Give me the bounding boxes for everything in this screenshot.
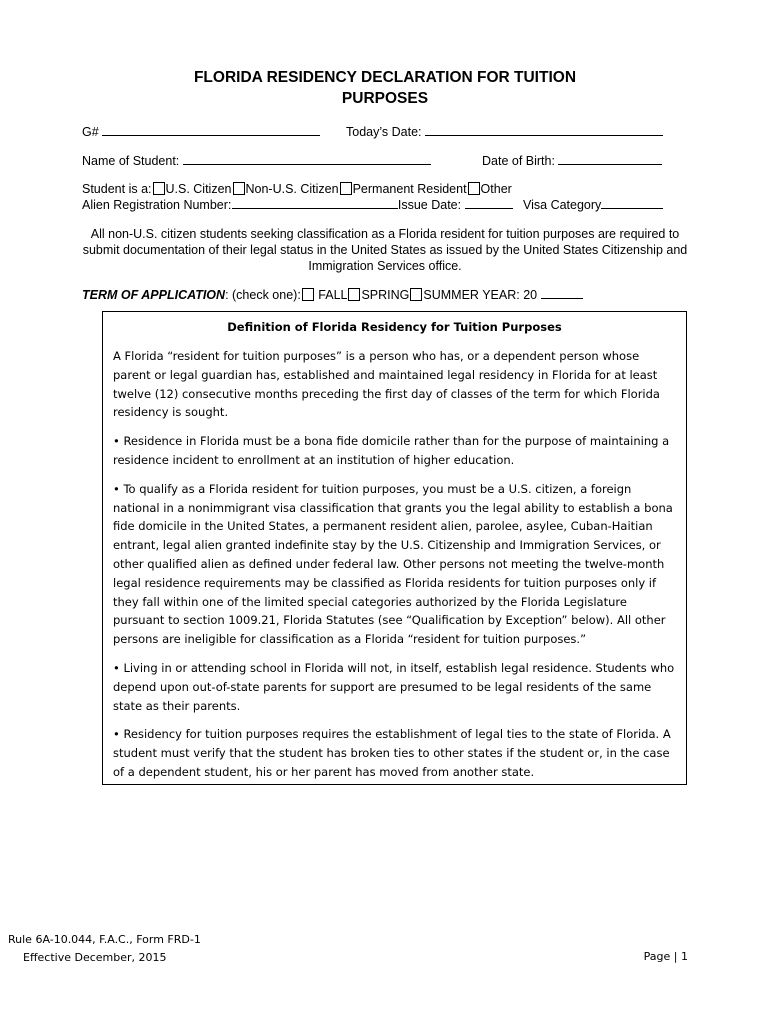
g-number-row: [82, 123, 320, 140]
other-status-label: Other: [480, 182, 512, 196]
other-status-checkbox[interactable]: [468, 182, 480, 195]
todays-date-row: [346, 123, 663, 140]
summer-year-label: SUMMER YEAR: 20: [423, 288, 538, 302]
definition-bullet: • Residency for tuition purposes requires the establishment of legal ties to the state of Florida. A student must verify that the student has broken ties to other states if the student or, in the case of a dependent student, his or her parent has moved from another state.: [113, 727, 671, 779]
definition-bullet: • Residence in Florida must be a bona fide domicile rather than for the purpose of maintaining a residence incident to enrollment at an institution of higher education.: [113, 434, 670, 467]
date-of-birth-row: [482, 152, 662, 169]
permanent-resident-checkbox[interactable]: [340, 182, 352, 195]
check-one-label: : (check one):: [225, 288, 301, 302]
permanent-resident-label: Permanent Resident: [352, 182, 467, 196]
footer-rule: [8, 931, 201, 967]
student-status-row: [82, 181, 512, 197]
alien-registration-label: Alien Registration Number:: [82, 198, 232, 212]
date-of-birth-field[interactable]: [558, 152, 662, 165]
student-name-label: Name of Student:: [82, 154, 180, 168]
definition-bullet: • Living in or attending school in Florida will not, in itself, establish legal residence. Students who depend upon out-of-state parents for support are presumed to be legal residents of the same state as their parents.: [113, 660, 675, 713]
definition-title: Definition of Florida Residency for Tuition Purposes: [227, 320, 562, 334]
visa-category-field[interactable]: [601, 196, 663, 209]
student-status-label: Student is a:: [82, 182, 152, 196]
fall-checkbox[interactable]: [302, 288, 314, 301]
legal-status-notice: All non-U.S. citizen students seeking classification as a Florida resident for tuition purposes are required to submit documentation of their legal status in the United States as issued by the United States Citizenship and Immigration Services office.: [82, 227, 688, 273]
issue-date-field[interactable]: [465, 196, 513, 209]
g-number-label: G#: [82, 125, 99, 139]
spring-checkbox[interactable]: [348, 288, 360, 301]
form-title-line-1: FLORIDA RESIDENCY DECLARATION FOR TUITION: [193, 69, 577, 86]
definition-paragraph: A Florida “resident for tuition purposes” is a person who has, or a dependent person whose parent or legal guardian has, established and maintained legal residency in Florida for at least twelve (12) consecutive months preceding the first day of classes of the term for which Florida residency is sought.: [113, 349, 660, 420]
fall-label: FALL: [318, 288, 348, 302]
alien-registration-row: [82, 196, 663, 213]
term-of-application-label: TERM OF APPLICATION: [82, 288, 226, 302]
page-number: Page | 1: [643, 950, 688, 963]
issue-date-label: Issue Date:: [397, 198, 462, 212]
residency-definition-box: [102, 311, 687, 785]
visa-category-label: Visa Category: [523, 198, 602, 212]
todays-date-field[interactable]: [425, 123, 663, 136]
us-citizen-label: U.S. Citizen: [165, 182, 232, 196]
date-of-birth-label: Date of Birth:: [482, 154, 555, 168]
effective-date: Effective December, 2015: [23, 951, 167, 964]
year-field[interactable]: [541, 286, 583, 299]
definition-text: [113, 347, 680, 792]
us-citizen-checkbox[interactable]: [153, 182, 165, 195]
rule-reference: Rule 6A-10.044, F.A.C., Form FRD-1: [8, 933, 201, 946]
term-of-application-row: [82, 286, 583, 303]
student-name-field[interactable]: [183, 152, 431, 165]
non-us-citizen-label: Non-U.S. Citizen: [245, 182, 339, 196]
summer-checkbox[interactable]: [410, 288, 422, 301]
student-name-row: [82, 152, 431, 169]
alien-registration-field[interactable]: [232, 196, 398, 209]
spring-label: SPRING: [361, 288, 410, 302]
g-number-field[interactable]: [102, 123, 320, 136]
form-title-line-2: PURPOSES: [341, 90, 429, 107]
todays-date-label: Today’s Date:: [346, 125, 422, 139]
non-us-citizen-checkbox[interactable]: [233, 182, 245, 195]
definition-bullet: • To qualify as a Florida resident for tuition purposes, you must be a U.S. citizen, a foreign national in a nonimmigrant visa classification that grants you the legal ability to establish a bona fide domicile in the United States, a permanent resident alien, parolee, asylee, Cuban-Haitian entrant, legal alien granted indefinite stay by the U.S. Citizenship and Immigration Services, or other qualified alien as defined under federal law. Other persons not meeting the twelve-month legal residence requirements may be classified as Florida residents for tuition purposes only if they fall within one of the limited special categories authorized by the Florida Legislature pursuant to section 1009.21, Florida Statutes (see “Qualification by Exception” below). All other persons are ineligible for classification as a Florida “resident for tuition purposes.”: [113, 481, 673, 647]
